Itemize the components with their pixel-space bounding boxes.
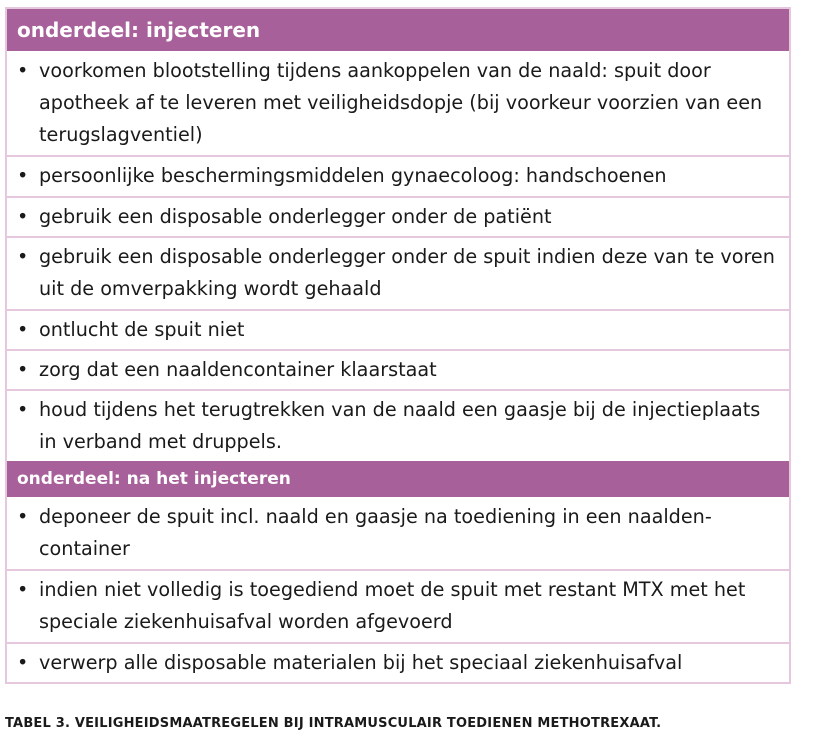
list-item-text: ontlucht de spuit niet (39, 318, 245, 341)
list-item (7, 642, 789, 682)
list-item-text: gebruik een disposable onderlegger onder de spuit indien deze van te voren uit de omverpakking wordt gehaald (39, 245, 775, 300)
section-header-na-injecteren (7, 461, 789, 497)
list-item-text: gebruik een disposable onderlegger onder de patiënt (39, 205, 552, 228)
bullet-icon: • (17, 578, 29, 601)
list-item (7, 155, 789, 196)
list-item (7, 569, 789, 642)
list-item (7, 236, 789, 309)
bullet-icon: • (17, 59, 29, 82)
list-item (7, 51, 789, 155)
list-item-text: deponeer de spuit incl. naald en gaasje na toediening in een naalden-container (39, 505, 712, 560)
bullet-icon: • (17, 164, 29, 187)
list-item (7, 497, 789, 569)
list-item-text: voorkomen blootstelling tijdens aankoppelen van de naald: spuit door apotheek af te leveren met veiligheidsdopje (bij voorkeur voorzien van een terugslagventiel) (39, 59, 763, 146)
section-title: onderdeel: injecteren (17, 18, 261, 42)
bullet-icon: • (17, 398, 29, 421)
list-item-text: verwerp alle disposable materialen bij het speciaal ziekenhuisafval (39, 651, 683, 674)
bullet-icon: • (17, 358, 29, 381)
section-title: onderdeel: na het injecteren (17, 469, 291, 489)
list-item (7, 309, 789, 349)
bullet-icon: • (17, 318, 29, 341)
list-item (7, 349, 789, 389)
table-caption: TABEL 3. VEILIGHEIDSMAATREGELEN BIJ INTRAMUSCULAIR TOEDIENEN METHOTREXAAT. (5, 716, 662, 731)
list-item-text: houd tijdens het terugtrekken van de naald een gaasje bij de injectieplaats in verband met druppels. (39, 398, 761, 453)
section-header-injecteren (7, 9, 789, 51)
list-item (7, 196, 789, 236)
bullet-icon: • (17, 651, 29, 674)
bullet-icon: • (17, 505, 29, 528)
safety-measures-table (5, 7, 791, 684)
list-item (7, 389, 789, 461)
bullet-icon: • (17, 245, 29, 268)
list-item-text: persoonlijke beschermingsmiddelen gynaecoloog: handschoenen (39, 164, 667, 187)
list-item-text: indien niet volledig is toegediend moet de spuit met restant MTX met het speciale ziekenhuisafval worden afgevoerd (39, 578, 746, 633)
list-item-text: zorg dat een naaldencontainer klaarstaat (39, 358, 437, 381)
bullet-icon: • (17, 205, 29, 228)
